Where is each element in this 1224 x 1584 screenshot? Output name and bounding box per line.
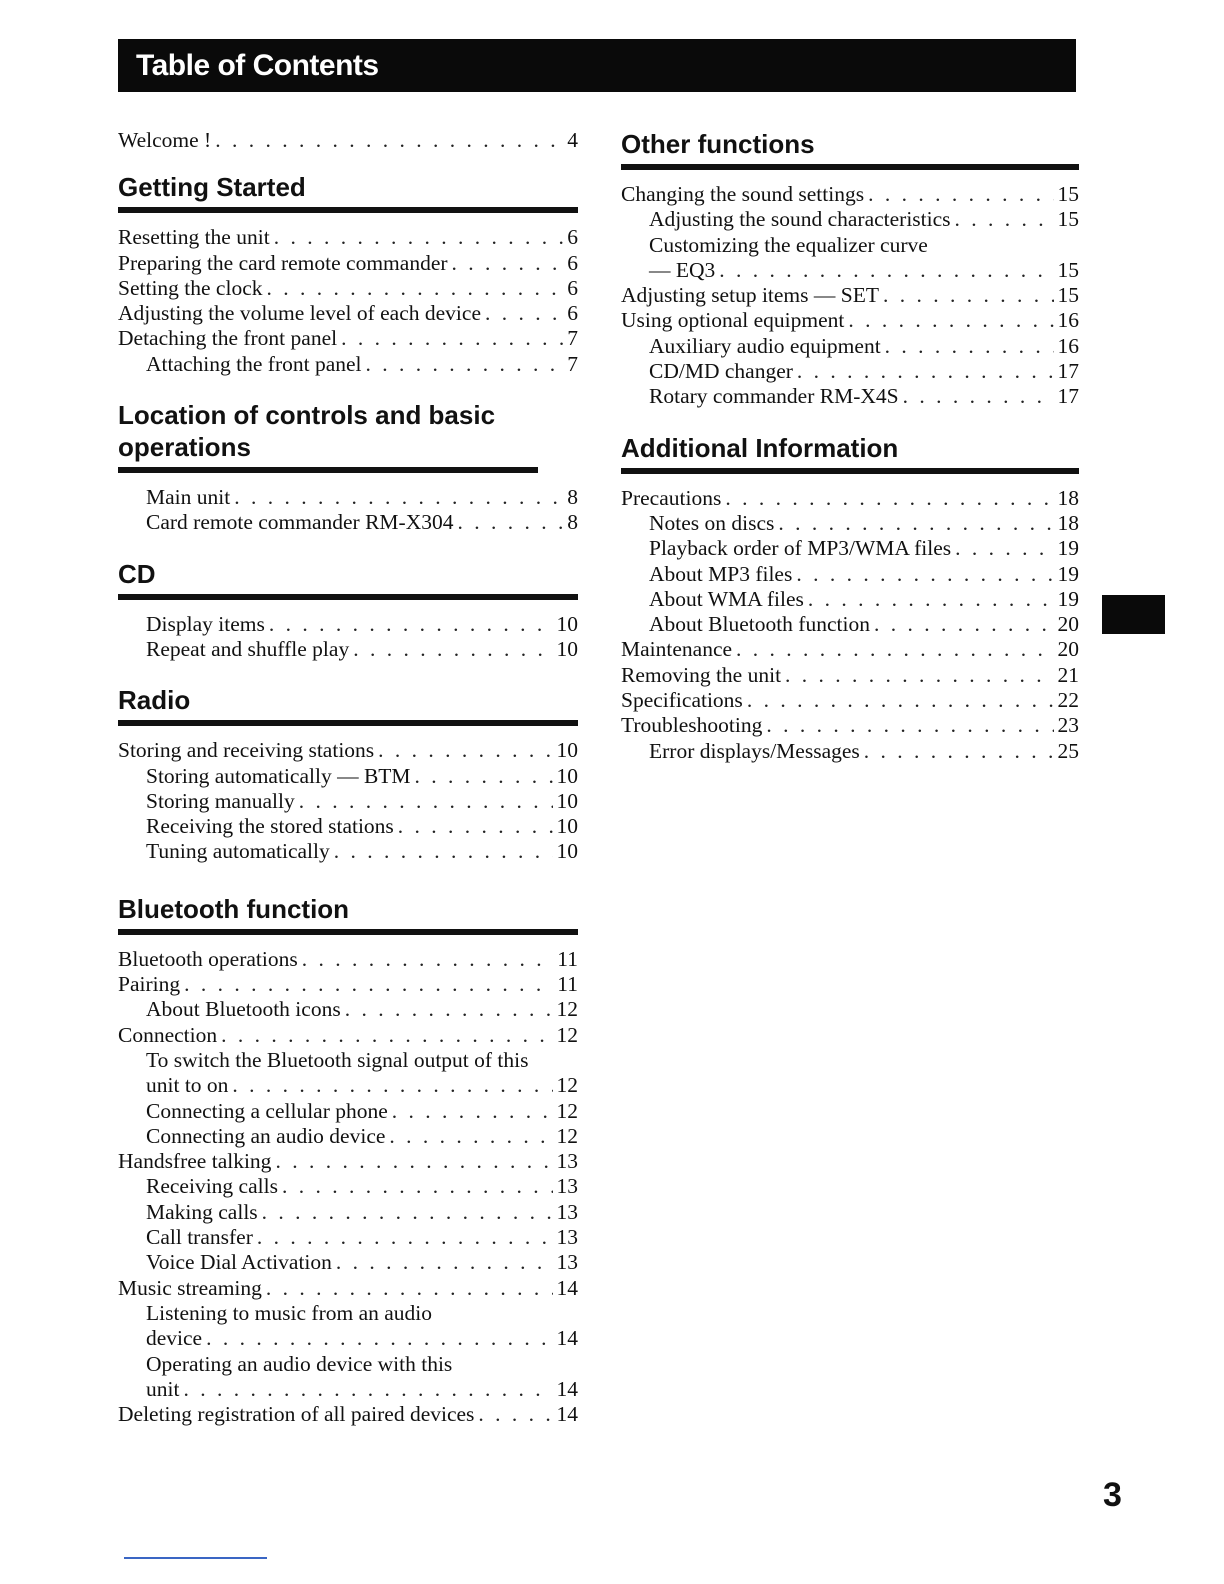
section-radio: [118, 684, 578, 864]
toc-subentry[interactable]: [621, 334, 1079, 359]
section-title: Getting Started: [118, 171, 578, 213]
section-title: Location of controls and basic operations: [118, 399, 538, 473]
toc-entry-text: Customizing the equalizer curve: [649, 232, 928, 257]
toc-entry[interactable]: [118, 326, 578, 351]
toc-subentry[interactable]: [621, 562, 1079, 587]
toc-entry-page: 23: [1057, 713, 1079, 738]
toc-entry-page: 13: [556, 1149, 578, 1174]
toc-entry-page: 4: [567, 128, 578, 152]
toc-leader-dots: [874, 612, 1054, 637]
section-title: Bluetooth function: [118, 893, 578, 935]
section-cd: [118, 558, 578, 663]
toc-entry-text: Adjusting setup items — SET: [621, 283, 879, 308]
toc-leader-dots: [184, 972, 553, 997]
toc-entry-page: 14: [556, 1402, 578, 1427]
toc-entry-page: 13: [556, 1225, 578, 1250]
toc-entry-text: Making calls: [146, 1199, 258, 1224]
toc-right-column: [621, 128, 1079, 764]
toc-entry-page: 6: [567, 301, 578, 326]
toc-entry-text: About Bluetooth icons: [146, 997, 341, 1022]
toc-entry[interactable]: [118, 225, 578, 250]
toc-entry-text: Notes on discs: [649, 510, 775, 535]
toc-subentry[interactable]: [621, 536, 1079, 561]
toc-entry-page: 6: [567, 225, 578, 250]
toc-entry-page: 8: [567, 510, 578, 535]
toc-entry-text: Attaching the front panel: [146, 351, 362, 376]
toc-subentry[interactable]: [118, 637, 578, 662]
toc-entry-page: 16: [1057, 333, 1079, 358]
toc-entry[interactable]: [621, 663, 1079, 688]
toc-leader-dots: [206, 1326, 552, 1351]
toc-entry-page: 6: [567, 250, 578, 275]
toc-entry-page: 25: [1057, 738, 1079, 763]
toc-entry-page: 15: [1057, 257, 1079, 282]
toc-subentry[interactable]: [621, 359, 1079, 384]
toc-subentry-wrapped[interactable]: [118, 1352, 578, 1377]
toc-entry-text: Auxiliary audio equipment: [649, 333, 881, 358]
toc-entry[interactable]: [118, 738, 578, 763]
page-title: Table of Contents: [118, 39, 1076, 92]
page-number: 3: [1103, 1476, 1122, 1514]
toc-entry-text: About MP3 files: [649, 561, 793, 586]
toc-entry-text: Call transfer: [146, 1225, 253, 1250]
toc-entry-text: device: [146, 1326, 203, 1351]
toc-entry-text: Removing the unit: [621, 662, 782, 687]
toc-entry-page: 8: [567, 485, 578, 510]
toc-entry-page: 15: [1057, 182, 1079, 206]
toc-entry-page: 14: [556, 1376, 578, 1401]
toc-subentry[interactable]: [118, 1124, 578, 1149]
toc-leader-dots: [341, 326, 563, 351]
toc-leader-dots: [766, 713, 1053, 738]
toc-entry[interactable]: [621, 283, 1079, 308]
toc-entry-text: Connecting a cellular phone: [146, 1098, 388, 1123]
toc-leader-dots: [282, 1174, 553, 1199]
section-title: Radio: [118, 684, 578, 726]
toc-leader-dots: [955, 207, 1054, 232]
toc-entry-page: 14: [556, 1326, 578, 1351]
toc-leader-dots: [392, 1099, 553, 1124]
toc-subentry[interactable]: [118, 764, 578, 789]
toc-entry-text: Bluetooth operations: [118, 946, 298, 971]
toc-entry-page: 10: [556, 839, 578, 864]
toc-entry[interactable]: [118, 1402, 578, 1427]
toc-entry-text: Precautions: [621, 485, 722, 510]
section-title: CD: [118, 558, 578, 600]
toc-leader-dots: [736, 637, 1053, 662]
toc-entry-page: 10: [556, 814, 578, 839]
toc-entry-page: 12: [556, 1123, 578, 1148]
toc-leader-dots: [955, 536, 1053, 561]
toc-entry-text: Connecting an audio device: [146, 1123, 386, 1148]
toc-entry-text: Welcome !: [118, 128, 212, 152]
toc-subentry[interactable]: [118, 510, 578, 535]
section-additional-information: [621, 432, 1079, 764]
toc-leader-dots: [719, 258, 1053, 283]
toc-entry-page: 14: [556, 1275, 578, 1300]
toc-subentry-wrapped[interactable]: [118, 1048, 578, 1073]
toc-entry-page: 12: [556, 1022, 578, 1047]
toc-entry-text: Resetting the unit: [118, 225, 270, 250]
toc-leader-dots: [398, 814, 553, 839]
toc-entry-text: Troubleshooting: [621, 713, 763, 738]
toc-leader-dots: [232, 1073, 552, 1098]
toc-leader-dots: [415, 764, 553, 789]
toc-leader-dots: [864, 739, 1054, 764]
section-getting-started: [118, 171, 578, 377]
toc-entry[interactable]: [118, 301, 578, 326]
toc-subentry[interactable]: [118, 612, 578, 637]
toc-entry-text: Adjusting the volume level of each device: [118, 301, 481, 326]
toc-leader-dots: [345, 997, 553, 1022]
toc-leader-dots: [334, 839, 553, 864]
toc-entry-page: 17: [1057, 384, 1079, 409]
toc-entry-text: Operating an audio device with this: [146, 1351, 453, 1376]
toc-entry-page: 13: [556, 1199, 578, 1224]
toc-leader-dots: [485, 301, 563, 326]
toc-leader-dots: [215, 128, 563, 153]
toc-subentry[interactable]: [621, 258, 1079, 283]
toc-entry-text: Storing automatically — BTM: [146, 763, 411, 788]
toc-leader-dots: [848, 308, 1053, 333]
section-title: Additional Information: [621, 432, 1079, 474]
toc-entry-text: Setting the clock: [118, 275, 263, 300]
toc-entry-page: 12: [556, 1098, 578, 1123]
section-thumb-tab: [1102, 595, 1165, 634]
toc-entry-page: 22: [1057, 688, 1079, 713]
toc-entry-text: Error displays/Messages: [649, 738, 860, 763]
toc-entry-text: Using optional equipment: [621, 308, 845, 333]
toc-leader-dots: [796, 562, 1053, 587]
toc-entry-page: 15: [1057, 207, 1079, 232]
toc-entry-text: Detaching the front panel: [118, 326, 338, 351]
toc-entry-page: 11: [557, 946, 578, 971]
toc-subentry[interactable]: [621, 207, 1079, 232]
toc-entry-text: — EQ3: [649, 257, 716, 282]
toc-entry-text: Playback order of MP3/WMA files: [649, 536, 952, 561]
toc-entry-page: 10: [556, 611, 578, 636]
toc-entry-page: 20: [1057, 612, 1079, 637]
toc-entry-page: 13: [556, 1250, 578, 1275]
toc-subentry[interactable]: [621, 612, 1079, 637]
toc-entry-text: Card remote commander RM-X304: [146, 510, 454, 535]
toc-subentry[interactable]: [621, 739, 1079, 764]
toc-entry-page: 13: [556, 1174, 578, 1199]
toc-leader-dots: [458, 510, 564, 535]
toc-entry-page: 7: [567, 351, 578, 376]
toc-leader-dots: [378, 738, 552, 763]
toc-entry-page: 11: [557, 972, 578, 997]
toc-entry-text: Maintenance: [621, 637, 733, 662]
toc-leader-dots: [883, 283, 1054, 308]
toc-entry-page: 7: [567, 326, 578, 351]
toc-entry-page: 20: [1057, 637, 1079, 662]
toc-entry[interactable]: [621, 713, 1079, 738]
toc-entry-text: About WMA files: [649, 586, 804, 611]
toc-subentry[interactable]: [118, 789, 578, 814]
toc-entry-text: Pairing: [118, 972, 181, 997]
toc-entry-text: Preparing the card remote commander: [118, 250, 448, 275]
toc-subentry[interactable]: [118, 1377, 578, 1402]
toc-leader-dots: [269, 612, 553, 637]
toc-subentry[interactable]: [118, 1073, 578, 1098]
toc-subentry[interactable]: [118, 1099, 578, 1124]
toc-entry-text: Storing and receiving stations: [118, 738, 375, 763]
toc-entry-page: 6: [567, 275, 578, 300]
toc-subentry[interactable]: [118, 1174, 578, 1199]
toc-subentry[interactable]: [118, 352, 578, 377]
toc-entry-page: 10: [556, 763, 578, 788]
toc-entry-page: 12: [556, 1073, 578, 1098]
toc-entry-text: Deleting registration of all paired devices: [118, 1402, 475, 1427]
toc-entry-text: Changing the sound settings: [621, 182, 865, 206]
toc-entry-page: 21: [1057, 662, 1079, 687]
toc-subentry[interactable]: [118, 814, 578, 839]
toc-leader-dots: [389, 1124, 552, 1149]
toc-leader-dots: [266, 1276, 553, 1301]
toc-leader-dots: [299, 789, 553, 814]
toc-entry-page: 17: [1057, 359, 1079, 384]
toc-entry-text: Music streaming: [118, 1275, 262, 1300]
toc-entry-page: 12: [556, 997, 578, 1022]
toc-leader-dots: [262, 1200, 553, 1225]
toc-entry-text: Main unit: [146, 485, 231, 510]
toc-subentry[interactable]: [621, 587, 1079, 612]
toc-leader-dots: [797, 359, 1054, 384]
toc-entry[interactable]: [621, 486, 1079, 511]
toc-subentry[interactable]: [118, 1326, 578, 1351]
toc-entry[interactable]: [118, 1276, 578, 1301]
toc-leader-dots: [885, 334, 1054, 359]
toc-leader-dots: [257, 1225, 553, 1250]
section-title: Other functions: [621, 128, 1079, 170]
toc-leader-dots: [452, 251, 564, 276]
toc-entry-page: 10: [556, 738, 578, 763]
toc-subentry[interactable]: [118, 1225, 578, 1250]
toc-subentry[interactable]: [118, 1250, 578, 1275]
toc-left-column: [118, 128, 578, 1427]
toc-entry[interactable]: [118, 1023, 578, 1048]
toc-entry-text: Adjusting the sound characteristics: [649, 207, 951, 232]
toc-subentry[interactable]: [118, 485, 578, 510]
toc-entry-text: unit to on: [146, 1073, 229, 1098]
toc-entry-text: Connection: [118, 1022, 218, 1047]
toc-subentry[interactable]: [118, 997, 578, 1022]
toc-leader-dots: [725, 486, 1053, 511]
section-other-functions: [621, 128, 1079, 410]
toc-entry-text: Listening to music from an audio: [146, 1300, 433, 1325]
toc-subentry-wrapped[interactable]: [621, 233, 1079, 258]
toc-entry[interactable]: [118, 1149, 578, 1174]
section-location-of-controls: [118, 399, 578, 536]
toc-leader-dots: [274, 225, 564, 250]
toc-leader-dots: [903, 384, 1054, 409]
toc-leader-dots: [275, 1149, 552, 1174]
toc-subentry[interactable]: [118, 1200, 578, 1225]
toc-entry-text: About Bluetooth function: [649, 612, 870, 637]
toc-entry-text: Storing manually: [146, 788, 295, 813]
toc-entry-text: Display items: [146, 611, 265, 636]
toc-leader-dots: [366, 352, 564, 377]
toc-leader-dots: [302, 947, 554, 972]
toc-subentry-wrapped[interactable]: [118, 1301, 578, 1326]
toc-entry-text: Receiving calls: [146, 1174, 278, 1199]
toc-entry-page: 10: [556, 636, 578, 661]
toc-entry-text: Handsfree talking: [118, 1149, 272, 1174]
toc-entry-page: 18: [1057, 485, 1079, 510]
toc-leader-dots: [868, 182, 1053, 207]
toc-entry-page: 19: [1057, 561, 1079, 586]
toc-entry-page: 19: [1057, 536, 1079, 561]
toc-entry-page: 16: [1057, 308, 1079, 333]
toc-leader-dots: [267, 276, 564, 301]
toc-entry[interactable]: [118, 276, 578, 301]
toc-leader-dots: [785, 663, 1053, 688]
toc-entry-text: Specifications: [621, 688, 743, 713]
toc-entry-page: 18: [1057, 510, 1079, 535]
toc-leader-dots: [234, 485, 563, 510]
toc-entry-text: unit: [146, 1376, 180, 1401]
footer-rule: [124, 1557, 267, 1559]
toc-entry[interactable]: [118, 947, 578, 972]
toc-leader-dots: [478, 1402, 552, 1427]
toc-entry-text: Rotary commander RM-X4S: [649, 384, 899, 409]
toc-leader-dots: [808, 587, 1054, 612]
toc-entry[interactable]: [118, 251, 578, 276]
toc-leader-dots: [183, 1377, 552, 1402]
toc-entry-welcome[interactable]: [118, 128, 578, 153]
toc-entry[interactable]: [621, 308, 1079, 333]
toc-leader-dots: [336, 1250, 553, 1275]
toc-entry[interactable]: [621, 182, 1079, 207]
toc-entry-page: 19: [1057, 586, 1079, 611]
toc-subentry[interactable]: [621, 384, 1079, 409]
toc-subentry[interactable]: [118, 839, 578, 864]
toc-entry-page: 15: [1057, 283, 1079, 308]
toc-entry[interactable]: [118, 972, 578, 997]
toc-entry-page: 10: [556, 788, 578, 813]
toc-entry-text: Tuning automatically: [146, 839, 330, 864]
toc-leader-dots: [747, 688, 1054, 713]
toc-leader-dots: [778, 511, 1053, 536]
toc-entry-text: Receiving the stored stations: [146, 814, 394, 839]
toc-entry[interactable]: [621, 688, 1079, 713]
toc-entry-text: CD/MD changer: [649, 359, 793, 384]
toc-entry-text: To switch the Bluetooth signal output of this: [146, 1047, 529, 1072]
toc-entry-text: Repeat and shuffle play: [146, 636, 350, 661]
toc-entry-text: Voice Dial Activation: [146, 1250, 332, 1275]
toc-entry[interactable]: [621, 637, 1079, 662]
toc-leader-dots: [353, 637, 552, 662]
section-bluetooth: [118, 893, 578, 1428]
toc-leader-dots: [221, 1023, 552, 1048]
toc-subentry[interactable]: [621, 511, 1079, 536]
